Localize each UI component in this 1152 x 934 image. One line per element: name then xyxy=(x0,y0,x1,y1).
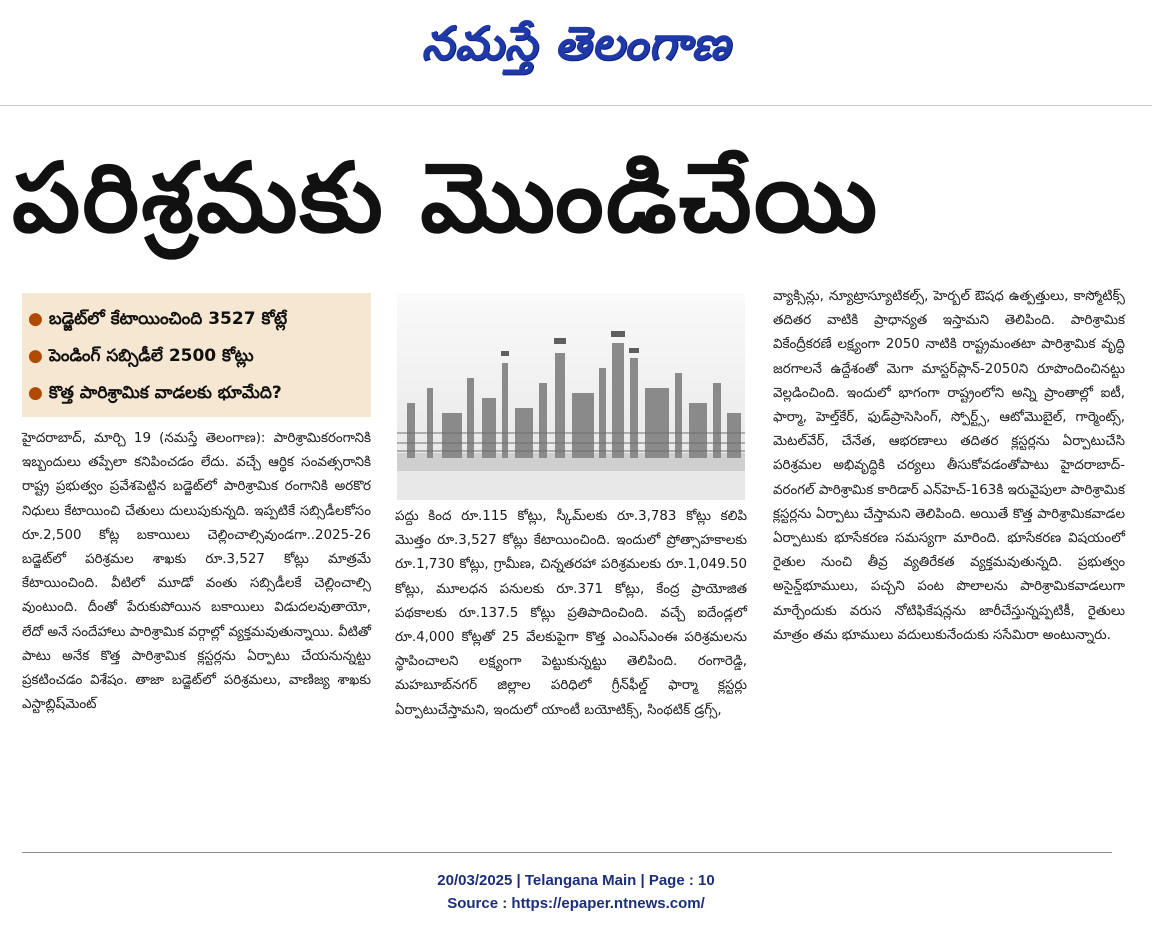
bullet-icon: ● xyxy=(28,383,43,403)
bullet-icon: ● xyxy=(28,346,43,366)
highlight-text: బడ్జెట్‌లో కేటాయించింది 3527 కోట్లే xyxy=(48,309,288,329)
footer-dateline: 20/03/2025 | Telangana Main | Page : 10 xyxy=(437,872,715,889)
refinery-illustration xyxy=(397,293,745,500)
industrial-plant-photo xyxy=(397,293,745,500)
highlight-text: కొత్త పారిశ్రామిక వాడలకు భూమేది? xyxy=(48,383,282,403)
article-text: వ్యాక్సిన్లు, న్యూట్రాస్యూటికల్స్, హెర్బల్ ఔషధ ఉత్పత్తులు, కాస్మోటిక్స్ తదితర వాటికి ప్రాధాన్యత ఇస్తామని తెలిపింది. పారిశ్రామిక వికేంద్రీకరణే లక్ష్యంగా 2050 నాటికి రాష్ట్రమంతటా పారిశ్రామిక వృద్ధి జరగాలనే ఉద్దేశంతో మెగా మాస్టర్‌ప్లాన్-2050ని రూపొందించినట్టు వెల్లడించింది. ఇందులో భాగంగా రాష్ట్రంలోని అన్ని ప్రాంతాల్లో ఐటీ, ఫార్మా, హెల్త్‌కేర్, ఫుడ్‌ప్రాసెసింగ్, స్పోర్ట్స్, ఆటోమొబైల్, గార్మెంట్స్, మెటల్‌వేర్, చేనేత, ఆభరణాలు తదితర క్లస్టర్లను ఏర్పాటుచేసి పరిశ్రమల అభివృద్ధికి చర్యలు తీసుకోవడంతోపాటు హైదరాబాద్-వరంగల్ పారిశ్రామిక కారిడార్ ఎన్‌హెచ్-163కి ఇరువైపులా పారిశ్రామిక క్లస్టర్లను ఏర్పాటు చేస్తామని తెలిపింది. అయితే కొత్త పారిశ్రామికవాడల ఏర్పాటుకు భూసేకరణ సమస్యగా మారింది. భూసేకరణ విషయంలో రైతుల నుంచి తీవ్ర వ్యతిరేకత వ్యక్తమవుతున్నది. ప్రభుత్వం అసైన్డ్‌భూములు, పచ్చని పంట పొలాలను పారిశ్రామికవాడలుగా మార్చేందుకు వరుస నోటిఫికేషన్లను జారీచేస్తున్నప్పటికీ, రైతులు మాత్రం తమ భూములు వదులుకునేందుకు ససేమిరా అంటున్నారు. xyxy=(773,289,1125,643)
masthead-title: నమస్తే తెలంగాణ xyxy=(421,16,731,70)
article-column-3 xyxy=(773,285,1125,648)
masthead-divider xyxy=(0,105,1152,106)
headline: పరిశ్రమకు మొండిచేయి xyxy=(12,142,880,254)
footer-source: Source : https://epaper.ntnews.com/ xyxy=(447,895,705,912)
article-column-2 xyxy=(395,505,747,723)
highlight-item xyxy=(28,375,365,412)
masthead xyxy=(0,8,1152,78)
highlights-box xyxy=(22,293,371,417)
bullet-icon: ● xyxy=(28,309,43,329)
article-text: పద్దు కింద రూ.115 కోట్లు, స్కీమ్‌లకు రూ.3,783 కోట్లు కలిపి మొత్తం రూ.3,527 కోట్లు కేటాయించింది. ఇందులో ప్రోత్సాహకాలకు రూ.1,730 కోట్లు, గ్రామీణ, చిన్నతరహా పరిశ్రమలకు రూ.1,049.50 కోట్లు, మూలధన పనులకు రూ.371 కోట్లు, కేంద్ర ప్రాయోజిత పథకాలకు రూ.137.5 కోట్లు ప్రతిపాదించింది. వచ్చే ఐదేండ్లలో రూ.4,000 కోట్లతో 25 వేలకుపైగా కొత్త ఎంఎస్ఎంఈ పరిశ్రమలను స్థాపించాలని లక్ష్యంగా పెట్టుకున్నట్టు తెలిపింది. రంగారెడ్డి, మహబూబ్‌నగర్ జిల్లాల పరిధిలో గ్రీన్‌ఫీల్డ్ ఫార్మా క్లస్టర్లు ఏర్పాటుచేస్తామని, ఇందులో యాంటీ బయోటిక్స్, సింథటిక్ డ్రగ్స్, xyxy=(395,509,747,718)
article-column-1 xyxy=(22,427,371,717)
highlight-item xyxy=(28,338,365,375)
highlight-text: పెండింగ్ సబ్సిడీలే 2500 కోట్లు xyxy=(48,346,254,366)
article-text: హైదరాబాద్, మార్చి 19 (నమస్తే తెలంగాణ): పారిశ్రామికరంగానికి ఇబ్బందులు తప్పేలా కనిపించడం లేదు. వచ్చే ఆర్థిక సంవత్సరానికి రాష్ట్ర ప్రభుత్వం ప్రవేశపెట్టిన బడ్జెట్‌లో పారిశ్రామిక రంగానికి అరకొర నిధులు కేటాయించి చేతులు దులుపుకున్నది. ఇప్పటికే సబ్సిడీలకోసం రూ.2,500 కోట్ల బకాయిలు చెల్లించాల్సివుండగా..2025-26 బడ్జెట్‌లో పరిశ్రమల శాఖకు రూ.3,527 కోట్లు మాత్రమే కేటాయించింది. వీటిలో మూడో వంతు సబ్సిడీలకే చెల్లించాల్సి వుంటుంది. దీంతో పేరుకుపోయిన బకాయిలు విడుదలవుతాయో, లేదో అనే సందేహాలు పారిశ్రామిక వర్గాల్లో వ్యక్తమవుతున్నాయి. వీటితో పాటు అనేక కొత్త పారిశ్రామిక క్లస్టర్లను ఏర్పాటు చేయనున్నట్టు ప్రకటించడం విశేషం. తాజా బడ్జెట్‌లో పరిశ్రమలు, వాణిజ్య శాఖకు ఎస్టాబ్లిష్‌మెంట్ xyxy=(22,431,371,713)
footer-divider xyxy=(22,852,1112,853)
highlight-item xyxy=(28,301,365,338)
